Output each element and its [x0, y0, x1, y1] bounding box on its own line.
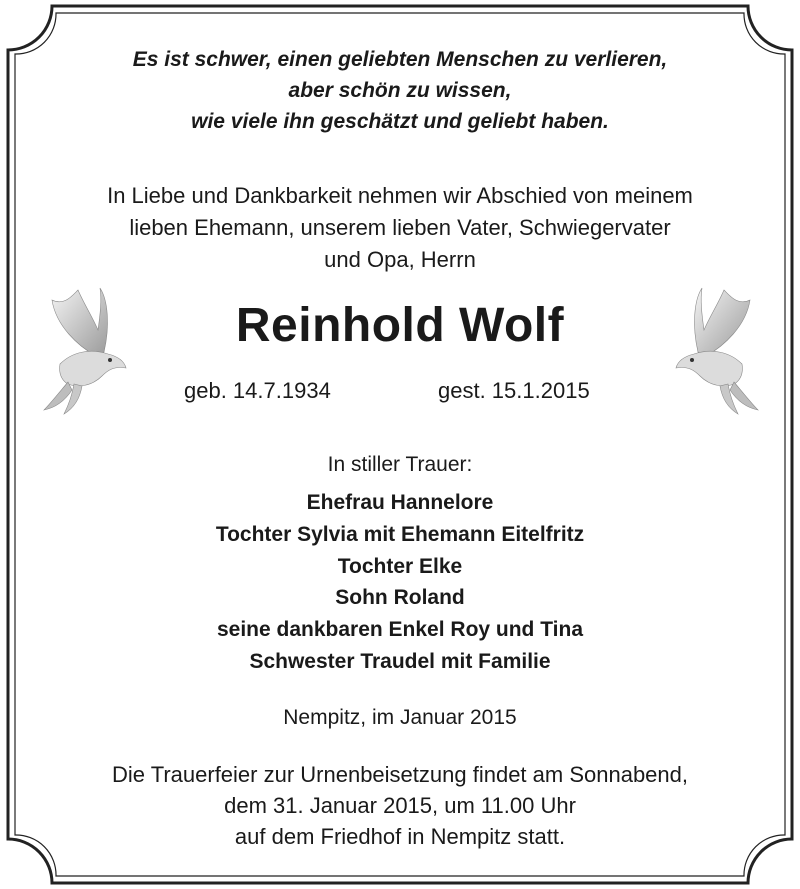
mourning-heading: In stiller Trauer:: [327, 453, 473, 476]
place-and-date: Nempitz, im Januar 2015: [283, 706, 517, 729]
intro-line: und Opa, Herrn: [324, 247, 476, 272]
quote-line: aber schön zu wissen,: [288, 79, 512, 102]
mourners-list: [0, 487, 800, 678]
mourner: Ehefrau Hannelore: [306, 491, 494, 514]
ceremony-line: Die Trauerfeier zur Urnenbeisetzung findet am Sonnabend,: [111, 762, 688, 787]
intro-line: lieben Ehemann, unserem lieben Vater, Schwiegervater: [129, 215, 671, 240]
ceremony-line: auf dem Friedhof in Nempitz statt.: [234, 824, 566, 849]
deceased-name: Reinhold Wolf: [235, 299, 565, 352]
quote-line: wie viele ihn geschätzt und geliebt haben.: [191, 110, 609, 133]
mourner: Tochter Sylvia mit Ehemann Eitelfritz: [215, 522, 585, 546]
birth-date: geb. 14.7.1934: [184, 378, 331, 403]
funeral-notice: [0, 759, 800, 852]
mourner: Sohn Roland: [335, 586, 465, 610]
farewell-intro: [0, 180, 800, 276]
mourner: Schwester Traudel mit Familie: [249, 649, 551, 673]
intro-line: In Liebe und Dankbarkeit nehmen wir Abschied von meinem: [107, 183, 693, 208]
quote-line: Es ist schwer, einen geliebten Menschen zu verlieren,: [132, 48, 668, 71]
mourner: seine dankbaren Enkel Roy und Tina: [216, 618, 584, 642]
ceremony-line: dem 31. Januar 2015, um 11.00 Uhr: [224, 793, 576, 818]
memorial-quote: [0, 44, 800, 137]
mourner: Tochter Elke: [337, 554, 463, 578]
death-date: gest. 15.1.2015: [438, 378, 590, 403]
